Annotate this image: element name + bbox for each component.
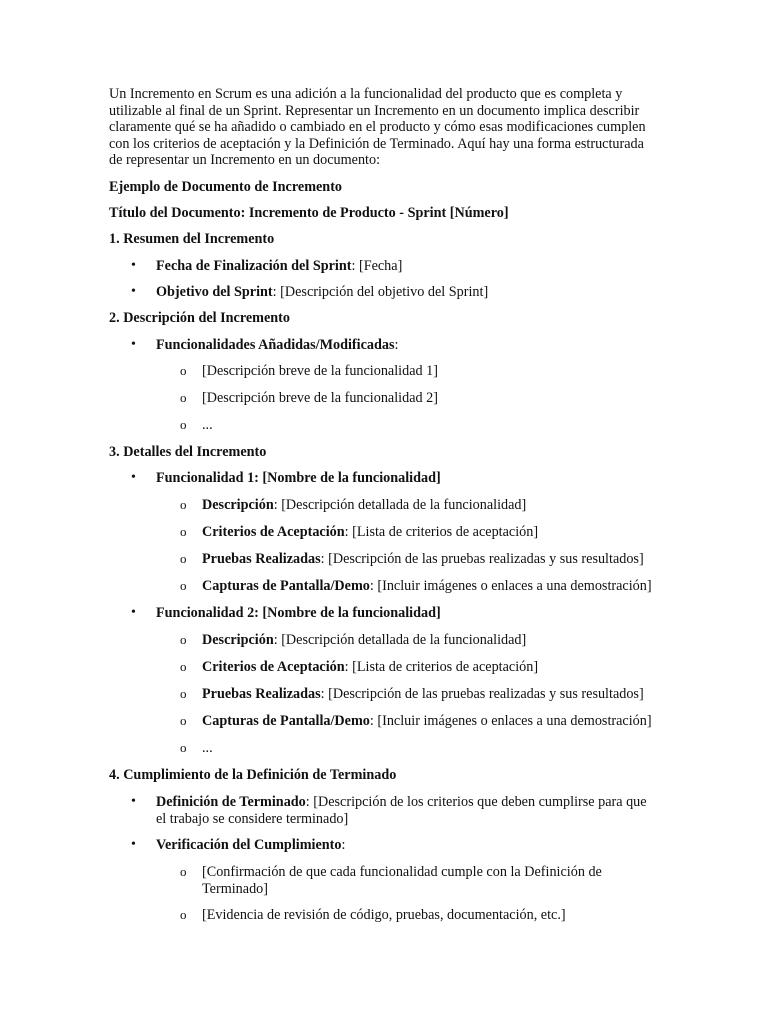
bullet-circle-icon: o <box>180 632 187 647</box>
item-label: Verificación del Cumplimiento <box>156 837 342 853</box>
bullet-circle-icon: o <box>180 578 187 593</box>
item-label: Fecha de Finalización del Sprint <box>156 258 352 274</box>
section-4-heading: 4. Cumplimiento de la Definición de Terminado <box>109 767 397 783</box>
bullet-dot-icon: • <box>131 837 136 852</box>
functionality-1-title: Funcionalidad 1: [Nombre de la funcionalidad] <box>156 470 441 486</box>
bullet-dot-icon: • <box>131 470 136 485</box>
bullet-dot-icon: • <box>131 337 136 352</box>
intro-paragraph: Un Incremento en Scrum es una adición a la funcionalidad del producto que es completa y utilizable al final de un Sprint. Representar un Incremento en un documento implica describir claramente qué se ha añadido o cambiado en el producto y cómo esas modificaciones cumplen con los criterios de aceptación y la Definición de Terminado. Aquí hay una forma estructurada de representar un Incremento en un documento: <box>109 86 646 169</box>
bullet-dot-icon: • <box>131 258 136 273</box>
sub-list-item <box>202 713 662 730</box>
bullet-dot-icon: • <box>131 284 136 299</box>
bullet-circle-icon: o <box>180 864 187 879</box>
item-label: Descripción <box>202 497 274 513</box>
list-item <box>156 837 656 854</box>
bullet-circle-icon: o <box>180 524 187 539</box>
sub-list-item <box>202 659 662 676</box>
bullet-circle-icon: o <box>180 417 187 432</box>
item-label: Criterios de Aceptación <box>202 524 345 540</box>
item-label: Criterios de Aceptación <box>202 659 345 675</box>
sub-list-item <box>202 632 662 649</box>
list-item <box>156 337 656 354</box>
item-text: : [Fecha] <box>351 258 403 274</box>
bullet-circle-icon: o <box>180 686 187 701</box>
sub-list-item: ... <box>202 417 213 433</box>
list-item <box>156 258 656 275</box>
bullet-circle-icon: o <box>180 659 187 674</box>
functionality-2-title: Funcionalidad 2: [Nombre de la funcionalidad] <box>156 605 441 621</box>
sub-list-item <box>202 686 662 703</box>
item-text: : [Descripción detallada de la funcionalidad] <box>273 497 527 513</box>
item-label: Funcionalidades Añadidas/Modificadas <box>156 337 395 353</box>
item-text: : [Lista de criterios de aceptación] <box>344 659 539 675</box>
item-text: : [Descripción detallada de la funcionalidad] <box>273 632 527 648</box>
sub-list-item: [Evidencia de revisión de código, pruebas, documentación, etc.] <box>202 907 566 923</box>
sub-list-item: [Descripción breve de la funcionalidad 2] <box>202 390 438 406</box>
sub-list-item <box>202 578 662 595</box>
item-text: : [Descripción de las pruebas realizadas y sus resultados] <box>320 551 644 567</box>
sub-list-item: [Confirmación de que cada funcionalidad cumple con la Definición de Terminado] <box>202 864 602 897</box>
sub-list-item <box>202 551 662 568</box>
bullet-circle-icon: o <box>180 551 187 566</box>
item-text: : [Lista de criterios de aceptación] <box>344 524 539 540</box>
item-text: : [Incluir imágenes o enlaces a una demostración] <box>369 578 652 594</box>
bullet-circle-icon: o <box>180 740 187 755</box>
bullet-circle-icon: o <box>180 713 187 728</box>
item-text: : [Descripción del objetivo del Sprint] <box>272 284 489 300</box>
sub-list-item <box>202 497 662 514</box>
example-heading: Ejemplo de Documento de Incremento <box>109 179 343 195</box>
list-item <box>156 284 656 301</box>
list-item <box>156 794 656 827</box>
item-label: Descripción <box>202 632 274 648</box>
item-text: : <box>341 837 346 853</box>
sub-list-item <box>202 524 662 541</box>
section-3-heading: 3. Detalles del Incremento <box>109 444 267 460</box>
item-label: Capturas de Pantalla/Demo <box>202 578 370 594</box>
item-label: Pruebas Realizadas <box>202 551 321 567</box>
bullet-circle-icon: o <box>180 907 187 922</box>
section-2-heading: 2. Descripción del Incremento <box>109 310 290 326</box>
item-text: : <box>394 337 399 353</box>
bullet-circle-icon: o <box>180 363 187 378</box>
bullet-circle-icon: o <box>180 497 187 512</box>
bullet-dot-icon: • <box>131 794 136 809</box>
item-text: : [Descripción de las pruebas realizadas y sus resultados] <box>320 686 644 702</box>
item-label: Definición de Terminado <box>156 794 306 810</box>
section-1-heading: 1. Resumen del Incremento <box>109 231 275 247</box>
sub-list-item: [Descripción breve de la funcionalidad 1] <box>202 363 438 379</box>
item-text: : [Descripción de los criterios que deben cumplirse para que el trabajo se considere terminado] <box>156 794 647 827</box>
item-label: Objetivo del Sprint <box>156 284 273 300</box>
item-text: : [Incluir imágenes o enlaces a una demostración] <box>369 713 652 729</box>
bullet-dot-icon: • <box>131 605 136 620</box>
document-title: Título del Documento: Incremento de Producto - Sprint [Número] <box>109 205 509 221</box>
item-label: Capturas de Pantalla/Demo <box>202 713 370 729</box>
bullet-circle-icon: o <box>180 390 187 405</box>
sub-list-item: ... <box>202 740 213 756</box>
item-label: Pruebas Realizadas <box>202 686 321 702</box>
